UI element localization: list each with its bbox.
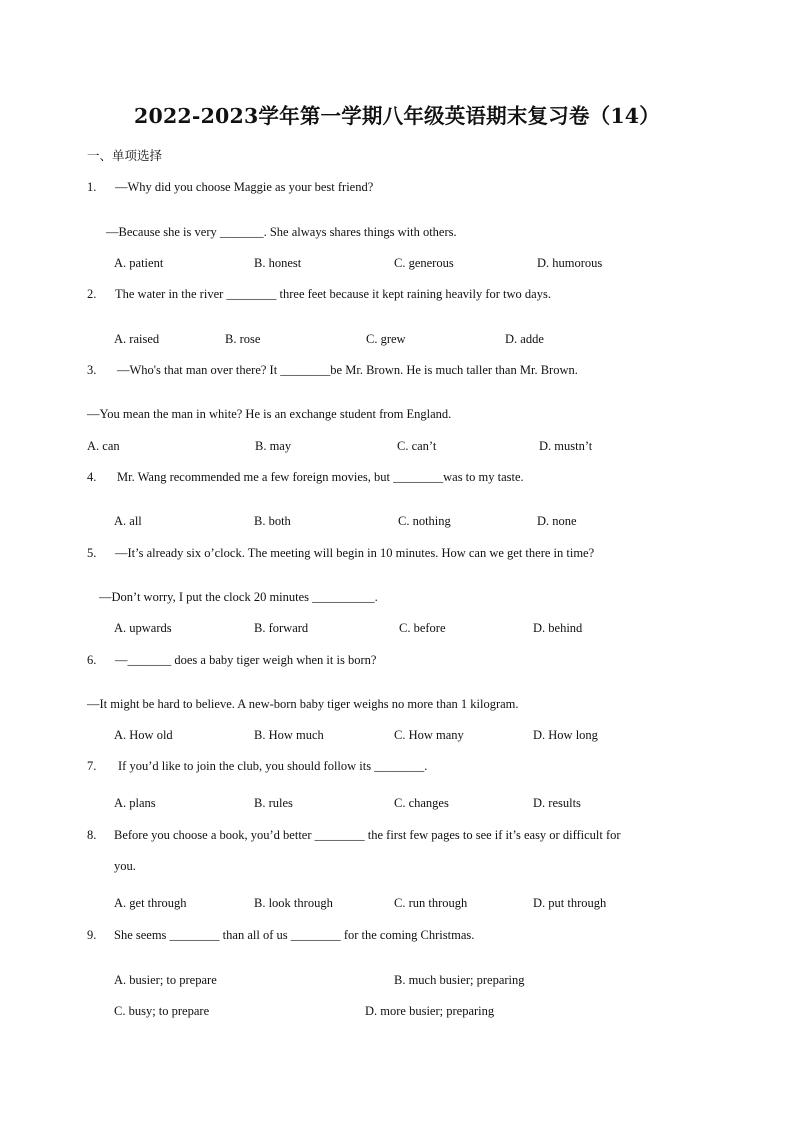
option-c: C. run through	[394, 896, 468, 910]
option-d: D. How long	[533, 728, 598, 742]
option-d: D. more busier; preparing	[365, 1004, 495, 1018]
option-b: B. look through	[254, 896, 333, 910]
option-a: A. plans	[114, 796, 156, 810]
question-stem: —Why did you choose Maggie as your best friend?	[115, 180, 374, 194]
option-b: B. both	[254, 514, 291, 528]
option-c: C. changes	[394, 796, 449, 810]
option-d: D. humorous	[537, 256, 603, 270]
question-stem: —Who's that man over there? It ________be Mr. Brown. He is much taller than Mr. Brown.	[117, 363, 578, 377]
question-number: 1.	[87, 180, 97, 194]
section-heading: 一、单项选择	[87, 148, 163, 163]
option-a: A. How old	[114, 728, 173, 742]
question-number: 5.	[87, 546, 97, 560]
question-stem: If you’d like to join the club, you should follow its ________.	[118, 759, 428, 773]
question-reply: —It might be hard to believe. A new-born baby tiger weighs no more than 1 kilogram.	[87, 697, 519, 711]
option-b: B. may	[255, 439, 292, 453]
question-number: 9.	[87, 928, 97, 942]
option-b: B. How much	[254, 728, 324, 742]
option-a: A. can	[87, 439, 120, 453]
option-a: A. get through	[114, 896, 187, 910]
question-stem: Before you choose a book, you’d better ________ the first few pages to see if it’s easy or difficult for	[114, 828, 621, 842]
option-b: B. honest	[254, 256, 302, 270]
option-b: B. forward	[254, 621, 309, 635]
option-c: C. generous	[394, 256, 454, 270]
question-number: 3.	[87, 363, 97, 377]
option-d: D. results	[533, 796, 581, 810]
option-d: D. mustn’t	[539, 439, 593, 453]
option-b: B. rose	[225, 332, 261, 346]
option-a: A. all	[114, 514, 142, 528]
option-b: B. much busier; preparing	[394, 973, 525, 987]
option-c: C. before	[399, 621, 446, 635]
option-d: D. behind	[533, 621, 583, 635]
option-a: A. busier; to prepare	[114, 973, 217, 987]
question-stem: The water in the river ________ three feet because it kept raining heavily for two days.	[115, 287, 551, 301]
option-a: A. raised	[114, 332, 160, 346]
option-c: C. nothing	[398, 514, 451, 528]
question-number: 6.	[87, 653, 97, 667]
question-number: 2.	[87, 287, 97, 301]
option-a: A. upwards	[114, 621, 172, 635]
option-d: D. none	[537, 514, 577, 528]
question-stem: —It’s already six o’clock. The meeting will begin in 10 minutes. How can we get there in time?	[115, 546, 595, 560]
option-c: C. busy; to prepare	[114, 1004, 210, 1018]
option-c: C. grew	[366, 332, 406, 346]
option-c: C. can’t	[397, 439, 437, 453]
option-d: D. put through	[533, 896, 607, 910]
question-number: 7.	[87, 759, 97, 773]
question-stem: She seems ________ than all of us ________ for the coming Christmas.	[114, 928, 475, 942]
question-stem-continued: you.	[114, 859, 136, 873]
option-b: B. rules	[254, 796, 293, 810]
option-d: D. adde	[505, 332, 544, 346]
question-number: 8.	[87, 828, 97, 842]
question-stem: —_______ does a baby tiger weigh when it is born?	[115, 653, 377, 667]
question-reply: —Because she is very _______. She always shares things with others.	[106, 225, 457, 239]
question-number: 4.	[87, 470, 97, 484]
page-title: 2022-2023学年第一学期八年级英语期末复习卷（14）	[134, 104, 660, 128]
question-reply: —Don’t worry, I put the clock 20 minutes __________.	[99, 590, 378, 604]
question-stem: Mr. Wang recommended me a few foreign movies, but ________was to my taste.	[117, 470, 524, 484]
question-reply: —You mean the man in white? He is an exchange student from England.	[87, 407, 452, 421]
option-a: A. patient	[114, 256, 164, 270]
option-c: C. How many	[394, 728, 464, 742]
